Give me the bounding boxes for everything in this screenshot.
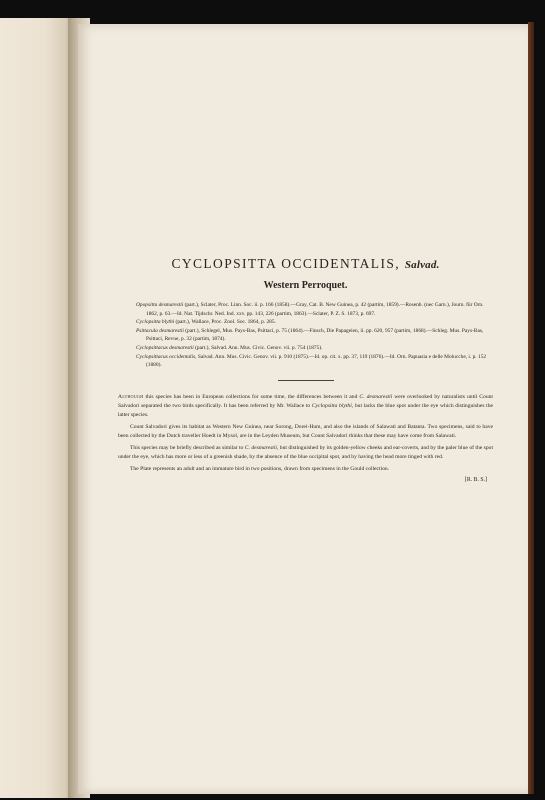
book-page <box>78 24 528 794</box>
paragraph-2 <box>118 423 493 441</box>
text-run: This species may be briefly described as similar to <box>130 444 245 451</box>
text-run: Count Salvadori gives its habitat as Western New Guinea, near Sorong, Dorei-Hum, and also the islands of Salawati and Batanta. Two specimens, said to have been collected by the Dutch traveller Hoedt in Mysol, are in the Leyden Museum, but Count Salvadori thinks that these may have come from Salawati. <box>118 423 493 439</box>
species-ref: C. desmarestii <box>359 393 393 400</box>
text-run: this species has been in European collections for some time, the differences between it and <box>143 393 360 400</box>
lead-word: Although <box>118 393 144 400</box>
synonym-name: Cyclopsittacus desmarestii <box>136 344 194 351</box>
synonym-name: Cyclopsitta blythi <box>136 319 175 326</box>
page-content <box>118 256 493 483</box>
synonym-reference: (part.), Salvad. Ann. Mus. Civic. Genov. vii. p. 754 (1875). <box>193 344 323 351</box>
synonymy-entry <box>136 318 493 327</box>
synonym-reference: , Salvad. Ann. Mus. Civic. Genov. vii. p. 910 (1875).—Id. op. cit. x. pp. 37, 119 (1876).—Id. Orn. Papuasia e delle Molucche, i. p. 152 (1880). <box>146 353 487 369</box>
paragraph-4 <box>118 465 493 474</box>
text-run: were overlooked by naturalists until Count Salvadori separated the two birds specifically. It has been referred by Mr. Wallace to <box>118 393 493 409</box>
synonym-name: Cyclopsittacus occidentalis <box>136 353 196 360</box>
paragraph-1 <box>118 393 493 420</box>
common-name: Western Perroquet. <box>263 280 348 291</box>
synonymy-entry <box>136 353 493 370</box>
species-title <box>118 256 493 272</box>
synonymy-entry <box>136 344 493 353</box>
paragraph-3 <box>118 444 493 462</box>
description-text <box>118 393 493 474</box>
synonym-reference: (part.), Schlegel, Mus. Pays-Bas, Psittaci, p. 75 (1864).—Finsch, Die Papageien, ii. pp. 620, 957 (partim, 1868).—Schleg. Mus. Pays-Bas, Psittaci, Revue, p. 32 (partim, 1874). <box>146 327 484 343</box>
species-authority: Salvad. <box>404 259 440 271</box>
synonymy-entry <box>136 327 493 344</box>
synonym-reference: (part.), Sclater, Proc. Linn. Soc. ii. p. 166 (1858).—Gray, Cat. B. New Guinea, p. 42 (partim, 1859).—Rosenb. (nec Garn.), Journ. für Orn. 1862, p. 63.—Id. Nat. Tijdschr. Ned. Ind. xxv. pp. 143, 226 (partim, 1863).—Sclater, P. Z. S. 1873, p. 697. <box>146 302 484 317</box>
facing-page-edge <box>0 18 74 798</box>
synonymy-list <box>136 301 493 370</box>
author-initials: [R. B. S.] <box>464 476 487 483</box>
synonym-name: Psittacula desmarestii <box>136 327 184 334</box>
text-run: , but distinguished by its golden-yellow cheeks and ear-coverts, and by the paler blue of the spot under the eye, which has more or less of a greenish shade, by the absence of the blue occipital spot, and by having the head more tinged with red. <box>118 444 493 460</box>
text-run: , but lacks the blue spot under the eye which distinguishes the latter species. <box>118 402 493 418</box>
synonym-name: Opopsitta desmarestii <box>136 302 184 308</box>
section-divider <box>278 380 334 381</box>
synonymy-entry <box>136 301 493 318</box>
species-name: CYCLOPSITTA OCCIDENTALIS, <box>171 256 401 271</box>
species-ref: C. desmarestii <box>244 444 277 451</box>
text-run: The Plate represents an adult and an immature bird in two positions, drawn from specimens in the Gould collection. <box>130 465 390 472</box>
species-ref: Cyclopsitta blythi <box>311 402 352 409</box>
synonym-reference: (part.), Wallace, Proc. Zool. Soc. 1864, p. 285. <box>174 319 276 326</box>
cover-edge <box>528 22 534 794</box>
